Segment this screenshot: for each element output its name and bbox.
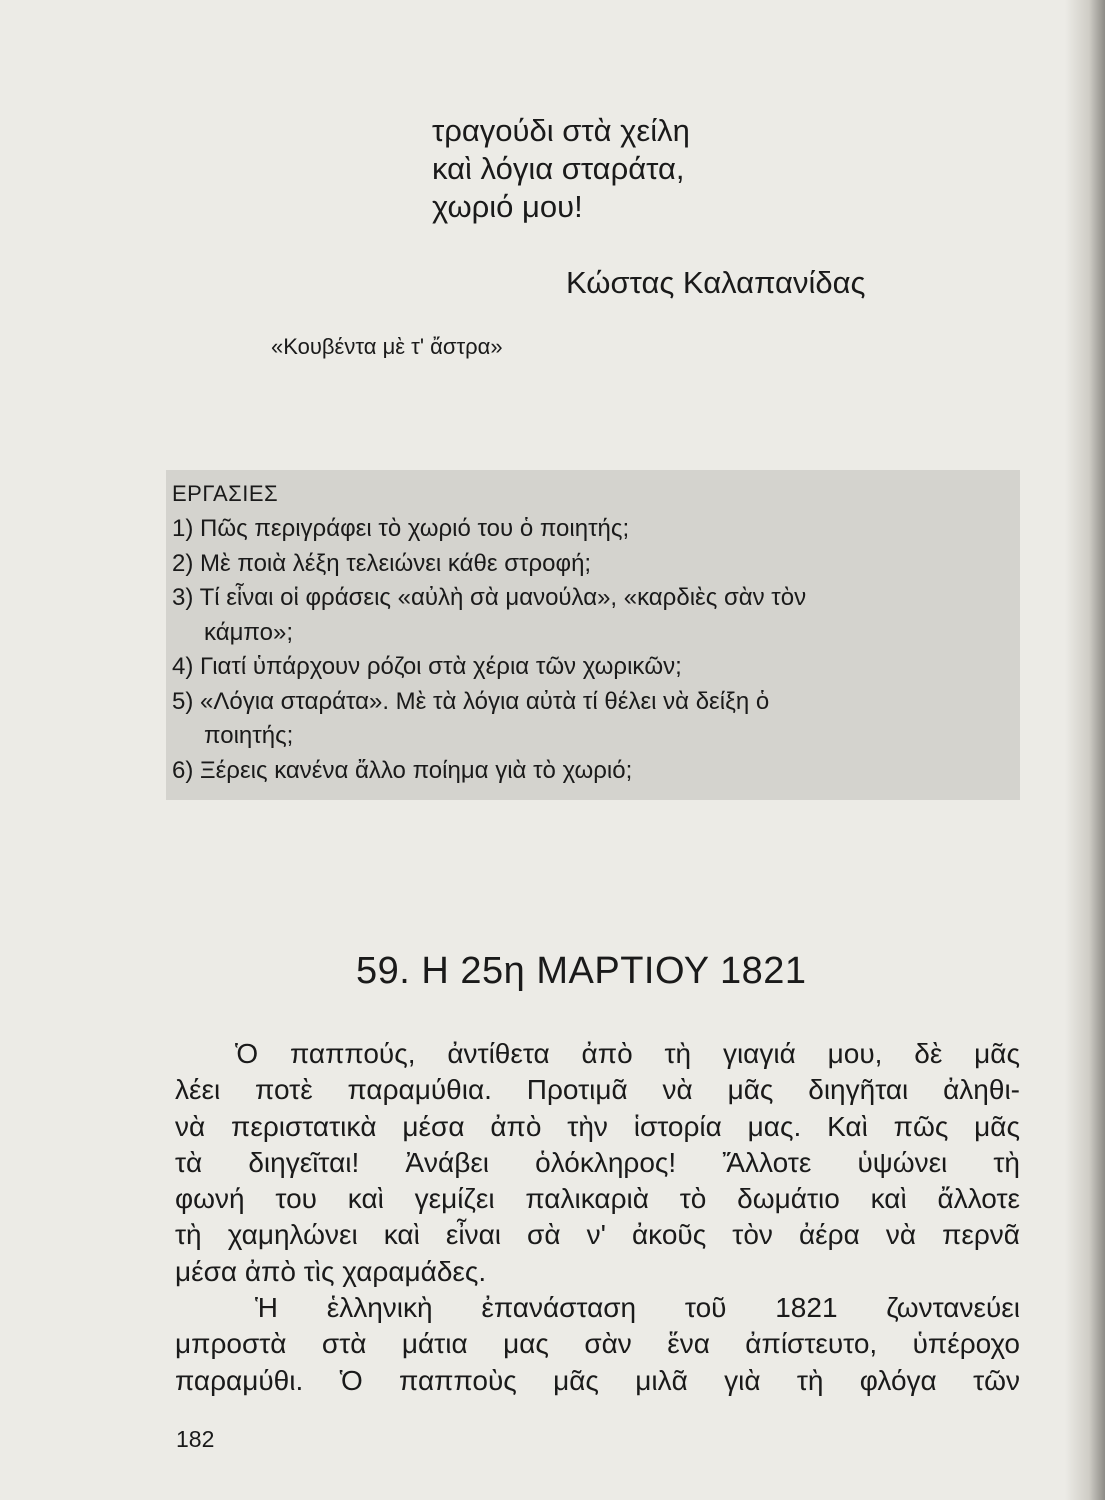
poem-line: χωριό μου! <box>432 189 583 224</box>
poem-author: Κώστας Καλαπανίδας <box>566 265 866 300</box>
body-line: τὴ χαμηλώνει καὶ εἶναι σὰ ν' ἀκοῦς τὸν ἀέρα νὰ περνᾶ <box>175 1219 1020 1251</box>
list-item <box>172 512 1017 547</box>
list-item <box>172 547 1017 582</box>
exercise-question: 1) Πῶς περιγράφει τὸ χωριό του ὁ ποιητής; <box>172 515 630 542</box>
chapter-body <box>175 1036 1020 1399</box>
exercises-list <box>172 512 1017 788</box>
body-line: νὰ περιστατικὰ μέσα ἀπὸ τὴν ἱστορία μας. Καὶ πῶς μᾶς <box>175 1110 1020 1142</box>
exercise-question: 3) Τί εἶναι οἱ φράσεις «αὐλὴ σὰ μανούλα», «καρδιὲς σὰν τὸν <box>172 584 807 611</box>
exercise-question-continuation: κάμπο»; <box>204 618 293 646</box>
poem-line: τραγούδι στὰ χείλη <box>432 113 690 148</box>
body-line: φωνή του καὶ γεμίζει παλικαριὰ τὸ δωμάτιο καὶ ἄλλοτε <box>175 1183 1020 1215</box>
body-line: μέσα ἀπὸ τὶς χαραμάδες. <box>175 1255 487 1287</box>
body-line: παραμύθι. Ὁ παπποὺς μᾶς μιλᾶ γιὰ τὴ φλόγα τῶν <box>175 1364 1020 1396</box>
body-line: λέει ποτὲ παραμύθια. Προτιμᾶ νὰ μᾶς διηγῆται ἀληθι- <box>175 1074 1020 1106</box>
body-line: τὰ διηγεῖται! Ἀνάβει ὁλόκληρος! Ἄλλοτε ὑψώνει τὴ <box>175 1146 1020 1178</box>
exercise-question-continuation: ποιητής; <box>204 722 294 749</box>
poem-stanza <box>432 112 690 226</box>
poem-source: «Κουβέντα μὲ τ' ἄστρα» <box>271 334 503 359</box>
exercise-question: 2) Μὲ ποιὰ λέξη τελειώνει κάθε στροφή; <box>172 549 592 577</box>
body-line: μπροστὰ στὰ μάτια μας σὰν ἕνα ἀπίστευτο, ὑπέροχο <box>175 1328 1020 1360</box>
page-number: 182 <box>176 1426 215 1452</box>
list-item <box>172 581 1017 650</box>
list-item <box>172 685 1017 754</box>
list-item <box>172 754 1017 789</box>
exercise-question: 6) Ξέρεις κανένα ἄλλο ποίημα γιὰ τὸ χωριό; <box>172 756 633 784</box>
list-item <box>172 650 1017 685</box>
chapter-title: 59. Η 25η ΜΑΡΤΙΟΥ 1821 <box>356 950 807 992</box>
page-edge-shadow <box>1065 0 1105 1500</box>
poem-line: καὶ λόγια σταράτα, <box>432 151 685 186</box>
exercises-heading: ΕΡΓΑΣΙΕΣ <box>172 481 279 506</box>
exercise-question: 4) Γιατί ὑπάρχουν ρόζοι στὰ χέρια τῶν χωρικῶν; <box>172 653 682 680</box>
body-line: Ὁ παππούς, ἀντίθετα ἀπὸ τὴ γιαγιά μου, δὲ μᾶς <box>235 1038 1020 1069</box>
exercise-question: 5) «Λόγια σταράτα». Μὲ τὰ λόγια αὐτὰ τί θέλει νὰ δείξη ὁ <box>172 687 770 715</box>
body-line: Ἡ ἑλληνικὴ ἐπανάσταση τοῦ 1821 ζωντανεύει <box>255 1292 1020 1324</box>
